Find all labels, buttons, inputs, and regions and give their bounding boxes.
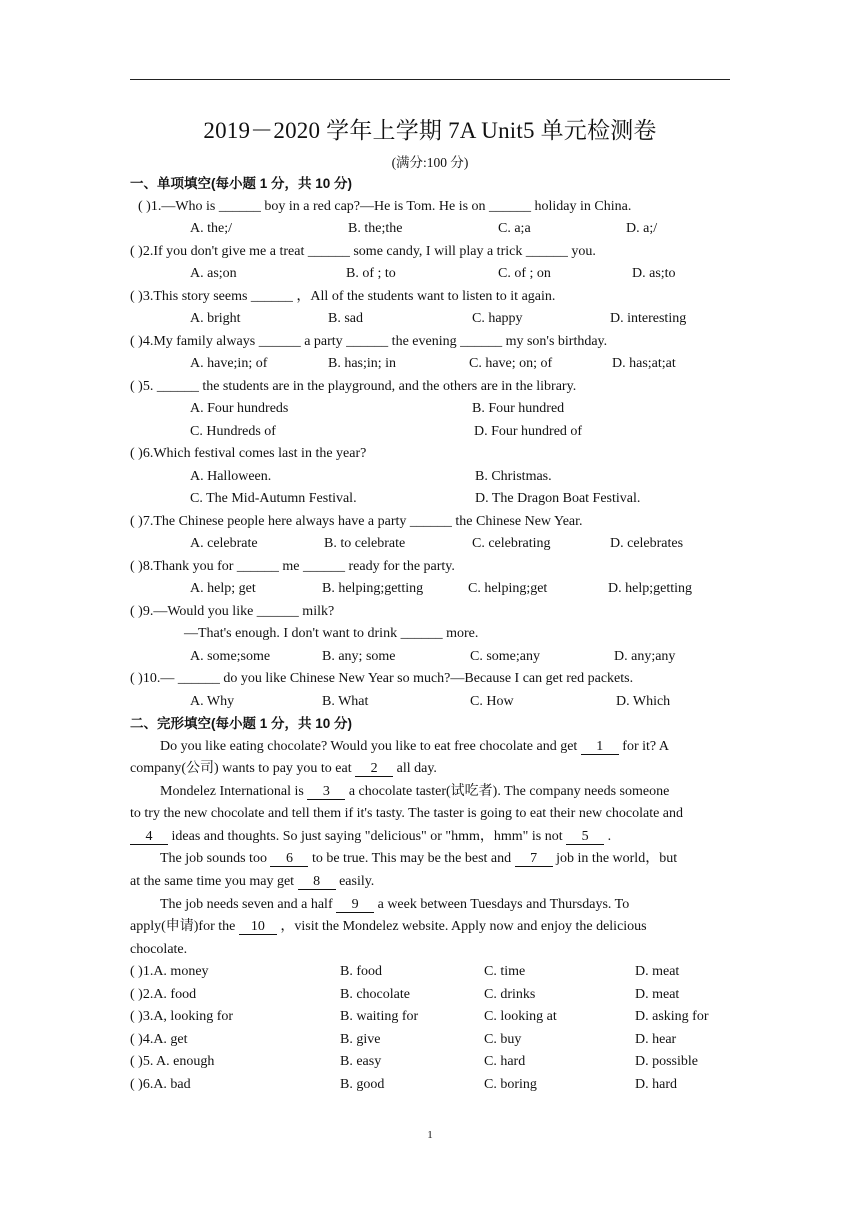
answer-option: B. has;in; in xyxy=(328,356,397,371)
passage-line xyxy=(130,781,730,804)
passage-line xyxy=(130,894,730,917)
text-line xyxy=(130,1006,740,1029)
page-subtitle: (满分:100 分) xyxy=(391,155,469,170)
top-rule xyxy=(130,79,730,80)
answer-option: B. any; some xyxy=(322,648,396,664)
cloze-blank: 5 xyxy=(566,829,604,845)
text-line xyxy=(130,488,740,511)
answer-option: D. hard xyxy=(635,1076,677,1092)
passage-line xyxy=(130,848,730,871)
answer-option: A. Why xyxy=(190,693,235,709)
text-line xyxy=(130,331,740,354)
question-stem: ( )5. A. enough xyxy=(130,1054,215,1070)
text-line xyxy=(130,443,740,466)
cloze-blank: 8 xyxy=(298,874,336,890)
text-line xyxy=(130,376,740,399)
answer-option: C. buy xyxy=(484,1031,522,1047)
passage-text: Do you like eating chocolate? Would you like to eat free chocolate and get xyxy=(160,738,581,754)
passage-text: to try the new chocolate and tell them if it's tasty. The taster is going to eat their new chocolate and xyxy=(130,806,684,822)
answer-option: C. some;any xyxy=(470,648,540,664)
answer-option: D. The Dragon Boat Festival. xyxy=(475,491,641,506)
answer-option: B. sad xyxy=(328,311,363,326)
text-line xyxy=(130,556,740,579)
text-line xyxy=(130,308,740,331)
question-stem: ( )8.Thank you for ______ me ______ ready for the party. xyxy=(130,558,455,574)
text-line xyxy=(130,511,740,534)
answer-option: D. asking for xyxy=(635,1009,709,1025)
answer-option: A. the;/ xyxy=(190,221,232,236)
text-line xyxy=(130,961,740,984)
text-line xyxy=(130,353,740,376)
question-stem: ( )6.A. bad xyxy=(130,1076,191,1092)
text-line xyxy=(130,984,740,1007)
text-line xyxy=(130,578,740,601)
question-stem: ( )3.A, looking for xyxy=(130,1009,234,1025)
answer-option: B. easy xyxy=(340,1054,382,1070)
answer-option: B. give xyxy=(340,1031,381,1047)
passage-text: a week between Tuesdays and Thursdays. To xyxy=(374,896,630,912)
passage-text: to be true. This may be the best and xyxy=(308,851,515,867)
answer-option: B. of ; to xyxy=(346,266,396,281)
text-line xyxy=(130,691,740,714)
cloze-blank: 1 xyxy=(581,739,619,755)
answer-option: D. interesting xyxy=(610,311,687,326)
question-stem: ( )2.A. food xyxy=(130,986,197,1002)
section-heading: 一、单项填空(每小题 1 分，共 10 分) xyxy=(130,176,353,191)
question-stem: ( )1.A. money xyxy=(130,964,209,980)
answer-option: B. Four hundred xyxy=(472,401,565,416)
text-line xyxy=(130,263,740,286)
answer-option: B. good xyxy=(340,1076,385,1092)
passage-text: ideas and thoughts. So just saying "delicious" or "hmm，hmm" is not xyxy=(168,828,567,844)
passage-text: Mondelez International is xyxy=(160,783,308,799)
answer-option: A. as;on xyxy=(190,266,237,281)
answer-option: A. celebrate xyxy=(190,536,258,551)
answer-option: C. Hundreds of xyxy=(190,423,276,439)
answer-option: C. happy xyxy=(472,311,523,326)
question-stem: ( )10.— ______ do you like Chinese New Year so much?—Because I can get red packets. xyxy=(130,671,634,686)
text-line xyxy=(130,1074,740,1097)
answer-option: C. celebrating xyxy=(472,536,551,551)
question-stem: ( )6.Which festival comes last in the year? xyxy=(130,446,367,461)
passage-text: apply(申请)for the xyxy=(130,919,239,935)
passage-text: at the same time you may get xyxy=(130,874,298,890)
question-stem: ( )9.—Would you like ______ milk? xyxy=(130,603,335,619)
cloze-blank: 6 xyxy=(270,851,308,867)
cloze-blank: 4 xyxy=(130,829,168,845)
cloze-passage xyxy=(130,736,730,962)
passage-text: for it? A xyxy=(618,738,669,754)
text-line xyxy=(130,241,740,264)
text-line xyxy=(130,173,740,196)
question-stem: ( )2.If you don't give me a treat ______ some candy, I will play a trick ______ you. xyxy=(130,243,596,259)
answer-option: C. boring xyxy=(484,1076,537,1092)
text-line xyxy=(130,601,740,624)
text-line xyxy=(130,286,740,309)
question-stem: ( )4.My family always ______ a party ______ the evening ______ my son's birthday. xyxy=(130,333,608,349)
answer-option: C. hard xyxy=(484,1054,526,1070)
passage-text: easily. xyxy=(335,874,375,890)
answer-option: C. drinks xyxy=(484,986,536,1002)
answer-option: A. Halloween. xyxy=(190,468,272,484)
text-line xyxy=(130,421,740,444)
answer-option: C. have; on; of xyxy=(469,356,553,371)
text-line xyxy=(130,623,740,646)
passage-line xyxy=(130,803,730,826)
passage-text: ，visit the Mondelez website. Apply now and enjoy the delicious xyxy=(276,919,647,935)
answer-option: B. chocolate xyxy=(340,986,410,1002)
answer-option: B. food xyxy=(340,964,382,980)
answer-option: D. hear xyxy=(635,1031,677,1047)
question-stem-continued: —That's enough. I don't want to drink ______ more. xyxy=(184,626,479,641)
answer-option: D. a;/ xyxy=(626,221,658,236)
text-line xyxy=(130,398,740,421)
answer-option: C. of ; on xyxy=(498,266,551,281)
answer-option: A. Four hundreds xyxy=(190,401,289,416)
text-line xyxy=(130,196,740,219)
text-line xyxy=(130,218,740,241)
answer-option: D. Which xyxy=(616,693,671,709)
page-number: 1 xyxy=(427,1129,433,1141)
passage-line xyxy=(130,736,730,759)
answer-option: A. have;in; of xyxy=(190,356,268,371)
answer-option: D. celebrates xyxy=(610,536,684,551)
text-line xyxy=(130,668,740,691)
answer-option: C. a;a xyxy=(498,221,531,236)
passage-text: The job needs seven and a half xyxy=(160,896,337,912)
section-heading: 二、完形填空(每小题 1 分，共 10 分) xyxy=(130,716,353,731)
answer-option: B. waiting for xyxy=(340,1009,419,1025)
cloze-blank: 2 xyxy=(355,761,393,777)
answer-option: D. has;at;at xyxy=(612,356,676,371)
answer-option: C. time xyxy=(484,964,526,980)
text-line xyxy=(130,646,740,669)
question-stem: ( )7.The Chinese people here always have a party ______ the Chinese New Year. xyxy=(130,513,583,529)
text-line xyxy=(130,466,740,489)
question-stem: ( )4.A. get xyxy=(130,1031,188,1047)
answer-option: A. bright xyxy=(190,311,241,326)
question-stem: ( )1.—Who is ______ boy in a red cap?—He is Tom. He is on ______ holiday in China. xyxy=(138,198,632,214)
passage-line xyxy=(130,871,730,894)
passage-text: chocolate. xyxy=(130,941,188,957)
answer-option: D. meat xyxy=(635,986,680,1002)
answer-option: D. any;any xyxy=(614,648,676,664)
passage-line xyxy=(130,916,730,939)
passage-line xyxy=(130,826,730,849)
answer-option: D. help;getting xyxy=(608,581,692,596)
cloze-blank: 9 xyxy=(336,897,374,913)
document-body xyxy=(130,173,740,1096)
passage-text: company(公司) wants to pay you to eat xyxy=(130,761,356,777)
passage-text: . xyxy=(604,828,612,844)
answer-option: C. How xyxy=(470,693,514,709)
cloze-blank: 3 xyxy=(307,784,345,800)
text-line xyxy=(130,533,740,556)
question-stem: ( )5. ______ the students are in the playground, and the others are in the library. xyxy=(130,378,577,394)
answer-option: B. helping;getting xyxy=(322,581,424,596)
answer-option: B. to celebrate xyxy=(324,536,406,551)
text-line xyxy=(130,713,740,736)
answer-option: D. as;to xyxy=(632,266,676,281)
passage-line xyxy=(130,758,730,781)
passage-line xyxy=(130,939,730,962)
question-stem: ( )3.This story seems ______ ，All of the students want to listen to it again. xyxy=(130,288,556,304)
passage-text: a chocolate taster(试吃者). The company needs someone xyxy=(345,783,670,799)
passage-text: job in the world，but xyxy=(552,851,678,867)
answer-option: D. Four hundred of xyxy=(474,423,583,439)
passage-text: The job sounds too xyxy=(160,851,271,867)
text-line xyxy=(130,1029,740,1052)
answer-option: D. meat xyxy=(635,964,680,980)
answer-option: A. help; get xyxy=(190,581,256,596)
answer-option: D. possible xyxy=(635,1054,698,1070)
answer-option: B. Christmas. xyxy=(475,468,552,484)
answer-option: C. looking at xyxy=(484,1009,557,1025)
answer-option: B. the;the xyxy=(348,221,403,236)
answer-option: C. helping;get xyxy=(468,581,548,596)
cloze-blank: 10 xyxy=(239,919,277,935)
page-title: 2019－2020 学年上学期 7A Unit5 单元检测卷 xyxy=(203,118,657,143)
passage-text: all day. xyxy=(393,761,437,777)
text-line xyxy=(130,1051,740,1074)
cloze-blank: 7 xyxy=(515,851,553,867)
answer-option: B. What xyxy=(322,693,369,709)
answer-option: A. some;some xyxy=(190,648,271,664)
answer-option: C. The Mid-Autumn Festival. xyxy=(190,491,357,506)
